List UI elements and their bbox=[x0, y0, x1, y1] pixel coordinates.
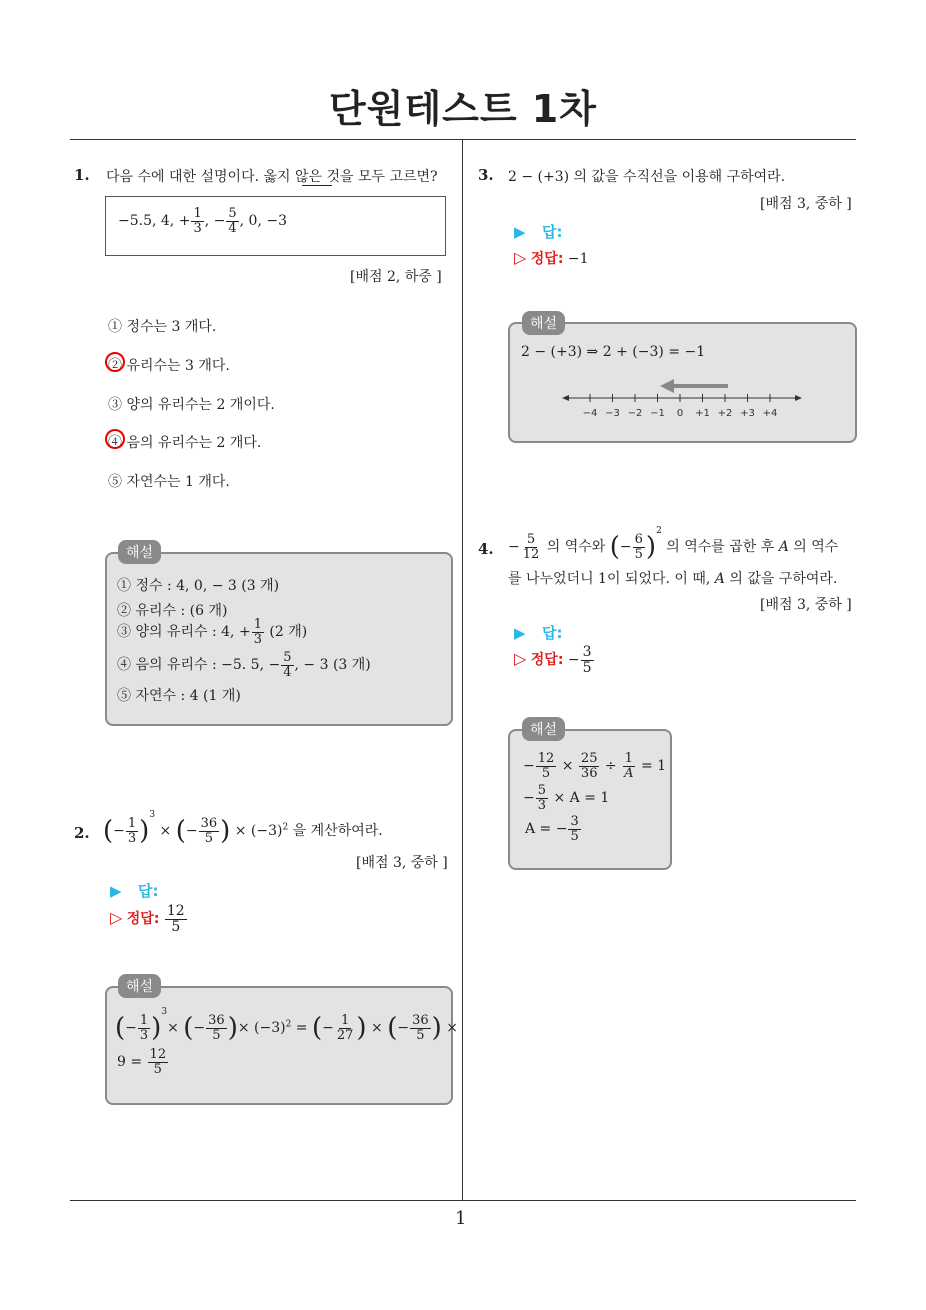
question-4-explanation-tag: 해설 bbox=[522, 717, 565, 741]
question-3-text: 2 − (+3) 의 값을 수직선을 이용해 구하여라. bbox=[508, 169, 786, 185]
question-1-option-2[interactable]: ② 유리수는 3 개다. bbox=[108, 358, 230, 374]
question-3-meta: [배점 3, 중하 ] bbox=[760, 196, 852, 212]
correct-label: 정답: bbox=[126, 911, 160, 928]
fraction: $\frac{36}{5}$ bbox=[208, 1012, 225, 1043]
number-line-tick-label: −1 bbox=[650, 408, 665, 419]
fraction: $\frac{1}{3}$ bbox=[193, 206, 202, 236]
numbers-expression: −5.5, 4, + $\frac{1}{3}$ , − $\frac{5}{4}$ , 0, −3 bbox=[118, 206, 287, 236]
axis-right-arrow bbox=[795, 395, 802, 401]
movement-arrow-head bbox=[660, 379, 674, 393]
question-1-text: 다음 수에 대한 설명이다. 옳지 않은 것을 모두 고르면? bbox=[106, 169, 438, 185]
question-3-explanation-tag: 해설 bbox=[522, 311, 565, 335]
fraction: $\frac{25}{36}$ bbox=[580, 751, 598, 781]
answer-label: 답: bbox=[542, 624, 563, 642]
page-title: 단원테스트 1차 bbox=[329, 87, 597, 131]
question-2-number: 2. bbox=[74, 824, 90, 842]
number-line-tick-label: 0 bbox=[676, 408, 684, 419]
question-4-text-line-2: 를 나누었더니 1이 되었다. 이 때, A 의 값을 구하여라. bbox=[508, 571, 838, 587]
play-arrow-icon: ▶ bbox=[514, 624, 526, 642]
fraction: $\frac{12}{5}$ bbox=[149, 1047, 167, 1077]
selected-mark-icon bbox=[105, 352, 125, 372]
fraction: $\frac{3}{5}$ bbox=[570, 814, 579, 844]
question-1-option-5[interactable]: ⑤ 자연수는 1 개다. bbox=[108, 474, 230, 490]
explanation-line: − $\frac{5}{3}$ × A = 1 bbox=[523, 783, 610, 813]
axis-left-arrow bbox=[562, 395, 569, 401]
number-line-tick-label: +4 bbox=[762, 408, 778, 419]
answer-label: 답: bbox=[542, 223, 563, 241]
fraction: $\frac{5}{4}$ bbox=[283, 650, 292, 680]
question-4-meta: [배점 3, 중하 ] bbox=[760, 597, 852, 613]
fraction: $\frac{1}{27}$ bbox=[336, 1012, 354, 1043]
explanation-line: − $\frac{12}{5}$ × $\frac{25}{36}$ ÷ $\frac{1}{A}$ = 1 bbox=[523, 751, 667, 781]
explanation-line: ④ 음의 유리수 : −5. 5, − $\frac{5}{4}$ , − 3 (3 개) bbox=[117, 650, 371, 680]
explanation-line: ⑤ 자연수 : 4 (1 개) bbox=[117, 688, 241, 704]
explanation-line: A = − $\frac{3}{5}$ bbox=[525, 814, 579, 844]
fraction: $\frac{1}{3}$ bbox=[253, 617, 262, 647]
page-number: 1 bbox=[455, 1208, 467, 1229]
correct-answer: $\frac{12}{5}$ bbox=[166, 903, 185, 935]
explanation-line: 9 = $\frac{12}{5}$ bbox=[117, 1047, 167, 1077]
play-arrow-icon: ▶ bbox=[514, 223, 526, 241]
question-4-number: 4. bbox=[478, 540, 494, 558]
explanation-line: ③ 양의 유리수 : 4, + $\frac{1}{3}$ (2 개) bbox=[117, 617, 308, 647]
number-line-tick-label: −3 bbox=[605, 408, 620, 419]
question-1-option-3[interactable]: ③ 양의 유리수는 2 개이다. bbox=[108, 397, 275, 413]
fraction: $\frac{36}{5}$ bbox=[200, 815, 218, 846]
number-line-tick-label: +3 bbox=[740, 408, 755, 419]
question-3-correct-row bbox=[514, 248, 589, 268]
question-1-number: 1. bbox=[74, 166, 90, 184]
explanation-line: ① 정수 : 4, 0, − 3 (3 개) bbox=[117, 578, 280, 594]
question-2-text: (− $\frac{1}{3}$ )$^3$ × (− $\frac{36}{5}$ ) × $(-3)^2$ 을 계산하여라. bbox=[103, 810, 383, 846]
number-line-tick-label: +1 bbox=[695, 408, 710, 419]
fraction: $\frac{6}{5}$ bbox=[634, 531, 643, 562]
answer-label: 답: bbox=[138, 882, 159, 900]
question-4-answer-row bbox=[514, 622, 563, 643]
correct-answer: $\frac{3}{5}$ bbox=[582, 644, 592, 676]
column-divider bbox=[462, 139, 463, 1201]
question-1-option-1[interactable]: ① 정수는 3 개다. bbox=[108, 319, 217, 335]
fraction: $\frac{5}{12}$ bbox=[522, 531, 540, 562]
question-1-meta: [배점 2, 하중 ] bbox=[350, 269, 442, 285]
question-1-underline bbox=[302, 185, 332, 186]
fraction: $\frac{5}{3}$ bbox=[537, 783, 547, 813]
explanation-line: 2 − (+3) ⇒ 2 + (−3) = −1 bbox=[521, 344, 706, 360]
outline-arrow-icon: ▷ bbox=[514, 248, 527, 267]
question-2-explanation-tag: 해설 bbox=[118, 974, 161, 998]
play-arrow-icon: ▶ bbox=[110, 882, 122, 900]
question-2-explanation-box bbox=[105, 986, 453, 1105]
explanation-line: ② 유리수 : (6 개) bbox=[117, 603, 228, 619]
selected-mark-icon bbox=[105, 429, 125, 449]
outline-arrow-icon: ▷ bbox=[514, 649, 527, 669]
fraction: $\frac{1}{3}$ bbox=[139, 1012, 149, 1043]
number-line-tick-label: −4 bbox=[582, 408, 598, 419]
number-line bbox=[560, 378, 805, 423]
correct-label: 정답: bbox=[530, 652, 564, 669]
question-4-correct-row: ▷ 정답: − $\frac{3}{5}$ bbox=[514, 644, 592, 676]
outline-arrow-icon: ▷ bbox=[110, 908, 123, 928]
correct-answer: −1 bbox=[567, 251, 589, 267]
question-2-answer-row bbox=[110, 880, 159, 901]
question-1-explanation-tag: 해설 bbox=[118, 540, 161, 564]
fraction: $\frac{1}{A}$ bbox=[624, 751, 634, 781]
bottom-rule bbox=[70, 1200, 856, 1201]
number-line-tick-label: +2 bbox=[717, 408, 733, 419]
question-2-meta: [배점 3, 중하 ] bbox=[356, 855, 448, 871]
question-1-numbers-box bbox=[105, 196, 446, 256]
number-line-tick-label: −2 bbox=[627, 408, 643, 419]
explanation-line: (− $\frac{1}{3}$ )$^3$× (− $\frac{36}{5}$ )× $(-3)^2$ = (− $\frac{1}{27}$ ) × (− $\frac{36}{5}$ ) × bbox=[115, 1007, 458, 1043]
fraction: $\frac{36}{5}$ bbox=[412, 1012, 429, 1043]
question-3-number: 3. bbox=[478, 166, 494, 184]
question-2-correct-row bbox=[110, 904, 188, 934]
top-rule bbox=[70, 139, 856, 140]
fraction: $\frac{12}{5}$ bbox=[537, 751, 555, 781]
question-1-option-4[interactable]: ④ 음의 유리수는 2 개다. bbox=[108, 435, 262, 451]
fraction: $\frac{1}{3}$ bbox=[127, 815, 137, 846]
question-4-text: − $\frac{5}{12}$ 의 역수와 (− $\frac{6}{5}$ )$^2$ 의 역수를 곱한 후 A 의 역수 bbox=[508, 526, 839, 562]
fraction: $\frac{5}{4}$ bbox=[228, 206, 237, 236]
question-3-answer-row bbox=[514, 221, 563, 242]
correct-label: 정답: bbox=[530, 251, 564, 267]
